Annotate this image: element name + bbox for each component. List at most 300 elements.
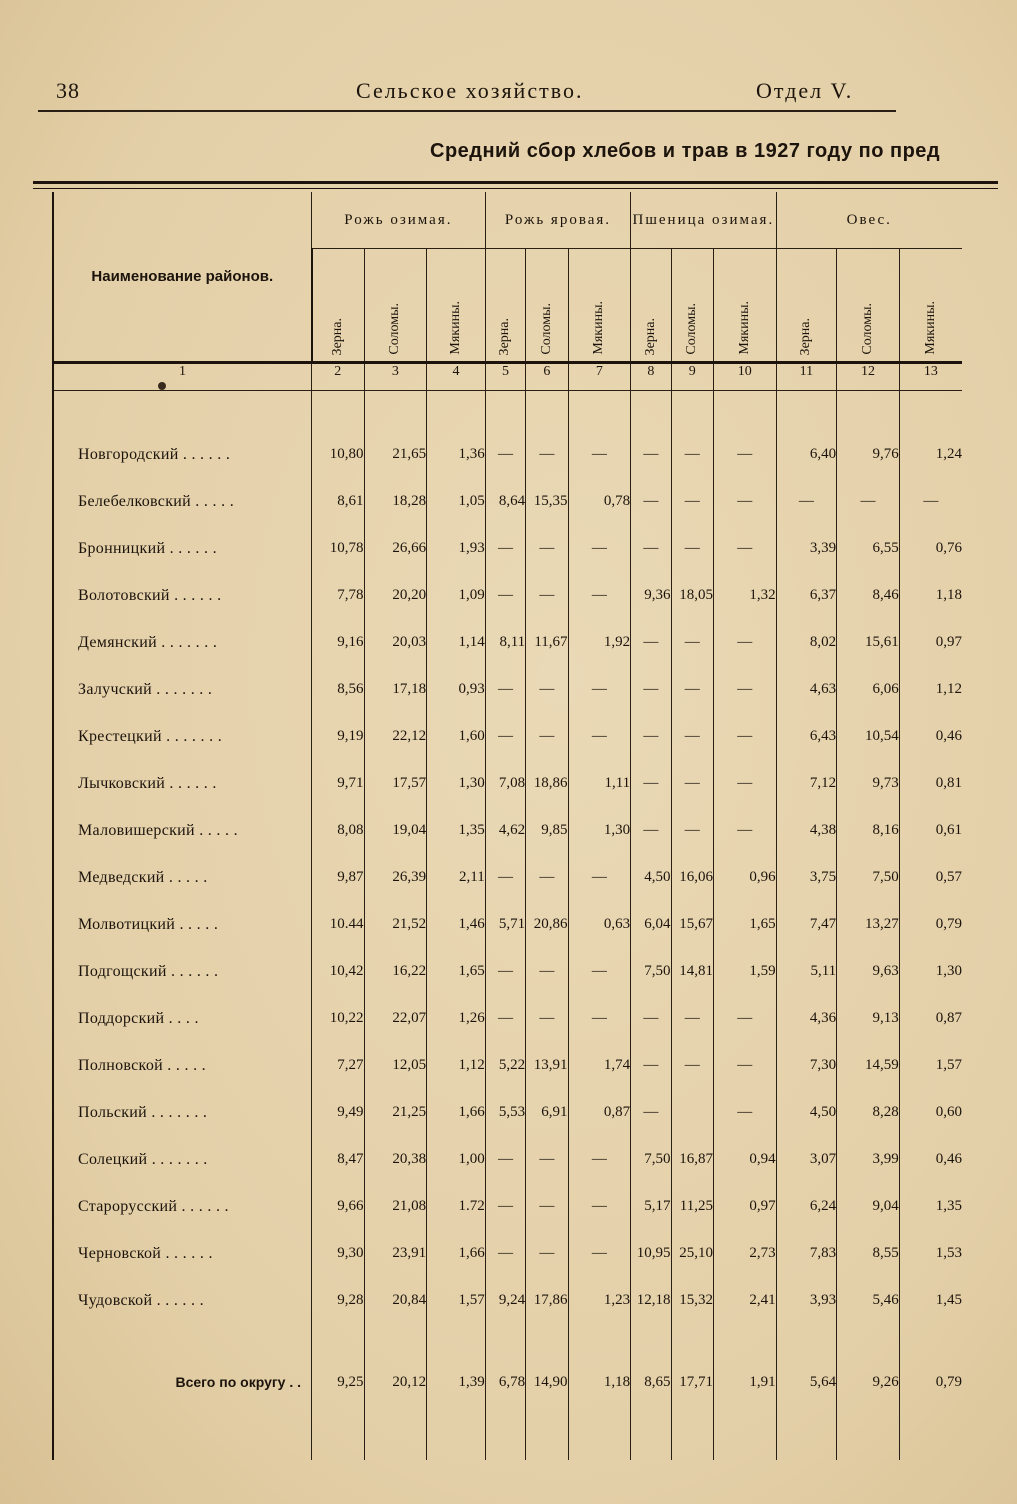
subcol-header — [776, 249, 837, 363]
district-name: Крестецкий . . . . . . . — [53, 713, 312, 760]
table-row — [53, 854, 962, 901]
gap-cell — [526, 1324, 568, 1354]
value-cell: — — [713, 619, 776, 666]
value-cell: 18,05 — [671, 572, 713, 619]
value-cell: — — [671, 760, 713, 807]
gap-cell — [631, 1324, 671, 1354]
value-cell: 1,65 — [427, 948, 486, 995]
table-title: Средний сбор хлебов и трав в 1927 году по пред — [430, 140, 941, 162]
value-cell: 9,49 — [312, 1089, 365, 1136]
value-cell: 3,07 — [776, 1136, 837, 1183]
value-cell: 9,71 — [312, 760, 365, 807]
tail-row — [53, 1410, 962, 1460]
group-header-row — [53, 192, 962, 249]
table-row — [53, 1042, 962, 1089]
value-cell: 8,11 — [485, 619, 525, 666]
value-cell: — — [631, 431, 671, 478]
value-cell: 15,67 — [671, 901, 713, 948]
value-cell: 6,91 — [526, 1089, 568, 1136]
district-name: Волотовский . . . . . . — [53, 572, 312, 619]
table-row — [53, 525, 962, 572]
value-cell: 0,97 — [899, 619, 962, 666]
district-name: Лычковский . . . . . . — [53, 760, 312, 807]
value-cell: — — [526, 854, 568, 901]
value-cell: — — [485, 525, 525, 572]
value-cell: 1,53 — [899, 1230, 962, 1277]
value-cell: 0,60 — [899, 1089, 962, 1136]
value-cell: 0,87 — [899, 995, 962, 1042]
value-cell: 7,08 — [485, 760, 525, 807]
value-cell: 8,64 — [485, 478, 525, 525]
column-number — [713, 363, 776, 391]
value-cell: 21,65 — [364, 431, 427, 478]
tail-cell — [312, 1410, 365, 1460]
value-cell: — — [526, 666, 568, 713]
value-cell: 6,78 — [485, 1354, 525, 1410]
value-cell: 8,16 — [837, 807, 900, 854]
value-cell: 7,50 — [837, 854, 900, 901]
value-cell: 1,11 — [568, 760, 631, 807]
value-cell: 9,13 — [837, 995, 900, 1042]
gap-cell — [364, 1324, 427, 1354]
value-cell: 1,35 — [427, 807, 486, 854]
value-cell: — — [485, 572, 525, 619]
total-row — [53, 1354, 962, 1410]
value-cell: 9,87 — [312, 854, 365, 901]
value-cell: — — [526, 995, 568, 1042]
value-cell: 20,20 — [364, 572, 427, 619]
subcol-header — [671, 249, 713, 363]
value-cell: 0,79 — [899, 1354, 962, 1410]
value-cell: — — [526, 431, 568, 478]
value-cell: 9,04 — [837, 1183, 900, 1230]
table-row — [53, 760, 962, 807]
value-cell: 1,26 — [427, 995, 486, 1042]
value-cell: 0,79 — [899, 901, 962, 948]
district-name: Полновской . . . . . — [53, 1042, 312, 1089]
value-cell: 19,04 — [364, 807, 427, 854]
district-name: Новгородский . . . . . . — [53, 431, 312, 478]
value-cell: 1,57 — [899, 1042, 962, 1089]
value-cell: 9,30 — [312, 1230, 365, 1277]
table-row — [53, 713, 962, 760]
value-cell: — — [631, 1042, 671, 1089]
value-cell: — — [526, 572, 568, 619]
column-number-text: 4 — [452, 364, 460, 379]
district-name: Маловишерский . . . . . — [53, 807, 312, 854]
value-cell: 1,18 — [899, 572, 962, 619]
section-title: Сельское хозяйство. — [356, 78, 584, 103]
value-cell: — — [713, 431, 776, 478]
value-cell: — — [526, 1136, 568, 1183]
value-cell: 1,36 — [427, 431, 486, 478]
district-name: Чудовской . . . . . . — [53, 1277, 312, 1324]
gap-cell — [837, 1324, 900, 1354]
value-cell: — — [568, 1136, 631, 1183]
value-cell: — — [526, 948, 568, 995]
name-header-text: Наименование районов. — [91, 267, 274, 285]
table-row — [53, 666, 962, 713]
value-cell: 17,86 — [526, 1277, 568, 1324]
table-row — [53, 478, 962, 525]
value-cell: 1,92 — [568, 619, 631, 666]
value-cell: 2,11 — [427, 854, 486, 901]
value-cell: — — [713, 807, 776, 854]
value-cell: 21,25 — [364, 1089, 427, 1136]
value-cell: 0,46 — [899, 713, 962, 760]
gap-cell — [899, 1324, 962, 1354]
value-cell: 1,30 — [568, 807, 631, 854]
column-number — [364, 363, 427, 391]
value-cell: 6,43 — [776, 713, 837, 760]
harvest-table — [52, 192, 962, 1460]
value-cell: 15,61 — [837, 619, 900, 666]
value-cell: 6,40 — [776, 431, 837, 478]
column-number-text: 1 — [179, 364, 187, 379]
value-cell: 3,99 — [837, 1136, 900, 1183]
value-cell: — — [526, 1183, 568, 1230]
value-cell: 20,86 — [526, 901, 568, 948]
value-cell: 10,42 — [312, 948, 365, 995]
value-cell: — — [631, 760, 671, 807]
value-cell: 17,71 — [671, 1354, 713, 1410]
value-cell: 9,36 — [631, 572, 671, 619]
value-cell: — — [485, 431, 525, 478]
value-cell: — — [568, 431, 631, 478]
value-cell: 1,45 — [899, 1277, 962, 1324]
value-cell: — — [899, 478, 962, 525]
value-cell: 7,50 — [631, 948, 671, 995]
value-cell: 21,52 — [364, 901, 427, 948]
column-number — [776, 363, 837, 391]
value-cell: — — [713, 995, 776, 1042]
subcol-header — [485, 249, 525, 363]
table-row — [53, 948, 962, 995]
district-name: Молвотицкий . . . . . — [53, 901, 312, 948]
tail-cell — [427, 1410, 486, 1460]
value-cell: 1,12 — [427, 1042, 486, 1089]
value-cell: 9,24 — [485, 1277, 525, 1324]
value-cell: 17,18 — [364, 666, 427, 713]
value-cell: — — [671, 666, 713, 713]
table-row — [53, 1230, 962, 1277]
value-cell: — — [713, 478, 776, 525]
subcol-header — [568, 249, 631, 363]
value-cell: 20,12 — [364, 1354, 427, 1410]
column-number — [837, 363, 900, 391]
table-row — [53, 807, 962, 854]
gap-cell — [568, 1324, 631, 1354]
value-cell: — — [671, 619, 713, 666]
table-row — [53, 995, 962, 1042]
value-cell: — — [485, 713, 525, 760]
value-cell: 1,66 — [427, 1089, 486, 1136]
table-row — [53, 619, 962, 666]
value-cell: — — [713, 713, 776, 760]
value-cell: — — [671, 1042, 713, 1089]
header-rule — [38, 110, 896, 112]
value-cell: 1,35 — [899, 1183, 962, 1230]
value-cell: 0,78 — [568, 478, 631, 525]
value-cell: 1,93 — [427, 525, 486, 572]
column-number — [485, 363, 525, 391]
tail-cell — [631, 1410, 671, 1460]
value-cell: 16,22 — [364, 948, 427, 995]
value-cell: 14,81 — [671, 948, 713, 995]
tail-cell — [713, 1410, 776, 1460]
top-rule-thin — [33, 188, 998, 189]
tail-cell — [364, 1410, 427, 1460]
value-cell: 10,78 — [312, 525, 365, 572]
tail-cell — [526, 1410, 568, 1460]
value-cell: 7,50 — [631, 1136, 671, 1183]
value-cell: 4,63 — [776, 666, 837, 713]
value-cell: 23,91 — [364, 1230, 427, 1277]
value-cell: 1,14 — [427, 619, 486, 666]
tail-cell — [53, 1410, 312, 1460]
value-cell: 0,96 — [713, 854, 776, 901]
column-number — [53, 363, 312, 391]
value-cell: 6,37 — [776, 572, 837, 619]
table-row — [53, 1277, 962, 1324]
subcol-header — [364, 249, 427, 363]
value-cell: — — [631, 1089, 671, 1136]
value-cell: 25,10 — [671, 1230, 713, 1277]
column-number — [671, 363, 713, 391]
value-cell: 8,55 — [837, 1230, 900, 1277]
district-name: Солецкий . . . . . . . — [53, 1136, 312, 1183]
column-number — [568, 363, 631, 391]
value-cell: 4,36 — [776, 995, 837, 1042]
column-number-text: 7 — [595, 364, 603, 379]
table-row — [53, 1183, 962, 1230]
column-number — [312, 363, 365, 391]
value-cell: 1,09 — [427, 572, 486, 619]
subcol-header — [713, 249, 776, 363]
group-header: Пшеница озимая. — [631, 192, 776, 249]
value-cell: 7,47 — [776, 901, 837, 948]
value-cell: — — [671, 995, 713, 1042]
value-cell: 2,73 — [713, 1230, 776, 1277]
value-cell: 0,93 — [427, 666, 486, 713]
value-cell: — — [671, 478, 713, 525]
value-cell: 8,65 — [631, 1354, 671, 1410]
value-cell: 9,63 — [837, 948, 900, 995]
page-number: 38 — [56, 78, 80, 103]
column-number-text: 6 — [543, 364, 551, 379]
value-cell: 3,93 — [776, 1277, 837, 1324]
value-cell: 14,59 — [837, 1042, 900, 1089]
value-cell: 0,94 — [713, 1136, 776, 1183]
column-number-text: 12 — [860, 364, 875, 379]
subcol-header — [899, 249, 962, 363]
value-cell: 8,08 — [312, 807, 365, 854]
value-cell: — — [631, 525, 671, 572]
value-cell: 1,00 — [427, 1136, 486, 1183]
value-cell: 1,65 — [713, 901, 776, 948]
tail-cell — [837, 1410, 900, 1460]
value-cell: 5,53 — [485, 1089, 525, 1136]
value-cell: 11,67 — [526, 619, 568, 666]
value-cell: 4,50 — [631, 854, 671, 901]
value-cell: 8,46 — [837, 572, 900, 619]
subcol-header — [312, 249, 365, 363]
value-cell: — — [713, 1042, 776, 1089]
column-number-text: 5 — [501, 364, 509, 379]
value-cell: 1,05 — [427, 478, 486, 525]
value-cell: — — [713, 525, 776, 572]
value-cell: — — [568, 1183, 631, 1230]
value-cell: 0,63 — [568, 901, 631, 948]
table-row — [53, 1089, 962, 1136]
ink-dot — [158, 382, 166, 390]
value-cell: 18,86 — [526, 760, 568, 807]
value-cell: 0,97 — [713, 1183, 776, 1230]
value-cell: — — [485, 1136, 525, 1183]
gap-cell — [485, 1324, 525, 1354]
value-cell: — — [837, 478, 900, 525]
value-cell: 6,04 — [631, 901, 671, 948]
value-cell: 7,12 — [776, 760, 837, 807]
value-cell: — — [485, 995, 525, 1042]
column-number — [526, 363, 568, 391]
value-cell: — — [568, 995, 631, 1042]
value-cell: — — [485, 948, 525, 995]
value-cell: 0,76 — [899, 525, 962, 572]
value-cell: 1,66 — [427, 1230, 486, 1277]
value-cell: 9,16 — [312, 619, 365, 666]
value-cell: 5,71 — [485, 901, 525, 948]
subcol-label: Мякины. — [447, 301, 463, 355]
district-name: Бронницкий . . . . . . — [53, 525, 312, 572]
value-cell: — — [568, 948, 631, 995]
district-name: Всего по округу . . — [53, 1354, 312, 1410]
value-cell: 18,28 — [364, 478, 427, 525]
value-cell: 1,32 — [713, 572, 776, 619]
district-name: Медведский . . . . . — [53, 854, 312, 901]
value-cell: 10,54 — [837, 713, 900, 760]
value-cell: 1,57 — [427, 1277, 486, 1324]
value-cell: 12,05 — [364, 1042, 427, 1089]
tail-cell — [899, 1410, 962, 1460]
value-cell: 4,38 — [776, 807, 837, 854]
value-cell: 1,12 — [899, 666, 962, 713]
value-cell: — — [568, 525, 631, 572]
table-body — [53, 363, 962, 1461]
value-cell: 3,39 — [776, 525, 837, 572]
value-cell: 1,18 — [568, 1354, 631, 1410]
value-cell: — — [568, 854, 631, 901]
subcol-header — [837, 249, 900, 363]
table-row — [53, 431, 962, 478]
column-number-text: 3 — [391, 364, 399, 379]
gap-cell — [713, 1324, 776, 1354]
value-cell: 15,32 — [671, 1277, 713, 1324]
district-name: Поддорский . . . . — [53, 995, 312, 1042]
value-cell: 4,50 — [776, 1089, 837, 1136]
value-cell: — — [568, 666, 631, 713]
value-cell: — — [526, 1230, 568, 1277]
value-cell: — — [485, 1230, 525, 1277]
value-cell: 10,22 — [312, 995, 365, 1042]
value-cell: 0,81 — [899, 760, 962, 807]
value-cell: 21,08 — [364, 1183, 427, 1230]
value-cell: 9,19 — [312, 713, 365, 760]
column-number-text: 9 — [688, 364, 696, 379]
value-cell: 9,85 — [526, 807, 568, 854]
value-cell: 1,91 — [713, 1354, 776, 1410]
column-number — [631, 363, 671, 391]
value-cell: 1,59 — [713, 948, 776, 995]
value-cell: 4,62 — [485, 807, 525, 854]
tail-cell — [776, 1410, 837, 1460]
value-cell: 1,24 — [899, 431, 962, 478]
top-rule-thick — [33, 181, 998, 184]
value-cell: — — [485, 666, 525, 713]
value-cell: 6,55 — [837, 525, 900, 572]
gap-row — [53, 1324, 962, 1354]
value-cell: 1,46 — [427, 901, 486, 948]
name-column-header — [53, 192, 312, 363]
gap-cell — [427, 1324, 486, 1354]
tail-cell — [671, 1410, 713, 1460]
value-cell: 5,11 — [776, 948, 837, 995]
value-cell: 1.72 — [427, 1183, 486, 1230]
value-cell: 1,39 — [427, 1354, 486, 1410]
subcol-label: Зерна. — [330, 317, 346, 355]
value-cell: 0,87 — [568, 1089, 631, 1136]
district-name: Старорусский . . . . . . — [53, 1183, 312, 1230]
value-cell: 8,02 — [776, 619, 837, 666]
value-cell: — — [631, 713, 671, 760]
column-number — [427, 363, 486, 391]
column-number-row — [53, 363, 962, 391]
part-label: Отдел V. — [756, 78, 854, 103]
column-number — [899, 363, 962, 391]
district-name: Демянский . . . . . . . — [53, 619, 312, 666]
value-cell: 3,75 — [776, 854, 837, 901]
gap-cell — [671, 1324, 713, 1354]
subcol-label: Зерна. — [642, 317, 658, 355]
running-head — [38, 78, 898, 112]
subcol-label: Мякины. — [736, 301, 752, 355]
value-cell: 2,41 — [713, 1277, 776, 1324]
value-cell: 14,90 — [526, 1354, 568, 1410]
gap-cell — [776, 1324, 837, 1354]
value-cell: — — [485, 854, 525, 901]
value-cell: — — [568, 572, 631, 619]
group-header: Овес. — [776, 192, 962, 249]
spacer-row — [53, 391, 962, 432]
value-cell: — — [671, 713, 713, 760]
value-cell: 7,78 — [312, 572, 365, 619]
value-cell: 9,26 — [837, 1354, 900, 1410]
value-cell: 22,07 — [364, 995, 427, 1042]
value-cell: — — [631, 995, 671, 1042]
gap-cell — [53, 1324, 312, 1354]
table-row — [53, 572, 962, 619]
value-cell: 9,73 — [837, 760, 900, 807]
tail-cell — [485, 1410, 525, 1460]
value-cell: — — [631, 619, 671, 666]
value-cell: — — [671, 525, 713, 572]
district-name: Польский . . . . . . . — [53, 1089, 312, 1136]
value-cell: 5,64 — [776, 1354, 837, 1410]
subcol-header — [526, 249, 568, 363]
value-cell: 10.44 — [312, 901, 365, 948]
column-number-text: 13 — [923, 364, 938, 379]
value-cell: — — [485, 1183, 525, 1230]
